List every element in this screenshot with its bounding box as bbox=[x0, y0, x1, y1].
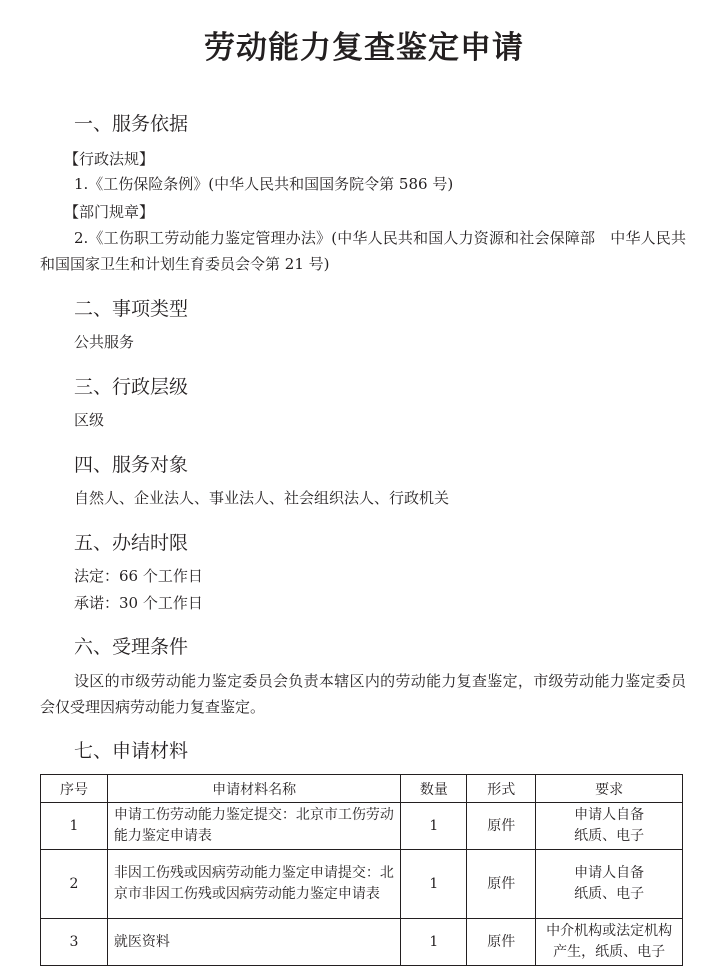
section-heading-conditions: 六、受理条件 bbox=[74, 636, 189, 658]
cell-form: 原件 bbox=[467, 919, 536, 966]
cell-req bbox=[536, 803, 683, 850]
req-line-2: 产生，纸质、电子 bbox=[553, 944, 666, 960]
conditions-text: 设区的市级劳动能力鉴定委员会负责本辖区内的劳动能力复查鉴定，市级劳动能力鉴定委员会仅受理因病劳动能力复查鉴定。 bbox=[40, 672, 686, 716]
cell-no: 3 bbox=[41, 919, 108, 966]
section-heading-target: 四、服务对象 bbox=[74, 454, 189, 476]
col-header-form: 形式 bbox=[467, 775, 536, 803]
col-header-no: 序号 bbox=[41, 775, 108, 803]
table-row bbox=[41, 850, 683, 919]
cell-req bbox=[536, 919, 683, 966]
req-line-1: 申请人自备 bbox=[574, 865, 645, 881]
cell-name: 就医资料 bbox=[107, 919, 400, 966]
section-heading-time-limit: 五、办结时限 bbox=[74, 532, 189, 554]
table-header-row bbox=[41, 775, 683, 803]
cell-form: 原件 bbox=[467, 803, 536, 850]
type-value: 公共服务 bbox=[74, 333, 135, 351]
time-limit-promised: 承诺：30 个工作日 bbox=[74, 594, 203, 612]
cell-no: 1 bbox=[41, 803, 108, 850]
dept-rule-item: 2.《工伤职工劳动能力鉴定管理办法》(中华人民共和国人力资源和社会保障部 中华人民共和国国家卫生和计划生育委员会令第 21 号) bbox=[40, 229, 686, 273]
cell-no: 2 bbox=[41, 850, 108, 919]
time-limit-legal: 法定：66 个工作日 bbox=[74, 567, 203, 585]
cell-qty: 1 bbox=[401, 919, 467, 966]
table-row bbox=[41, 803, 683, 850]
section-heading-type: 二、事项类型 bbox=[74, 298, 189, 320]
col-header-req: 要求 bbox=[536, 775, 683, 803]
page-title: 劳动能力复查鉴定申请 bbox=[204, 30, 524, 66]
col-header-name: 申请材料名称 bbox=[107, 775, 400, 803]
materials-table bbox=[40, 774, 683, 966]
level-value: 区级 bbox=[74, 411, 105, 429]
req-line-2: 纸质、电子 bbox=[574, 828, 645, 844]
cell-name: 申请工伤劳动能力鉴定提交：北京市工伤劳动能力鉴定申请表 bbox=[107, 803, 400, 850]
section-heading-materials: 七、申请材料 bbox=[74, 740, 189, 762]
table-row bbox=[41, 919, 683, 966]
section-heading-basis: 一、服务依据 bbox=[74, 113, 189, 135]
target-value: 自然人、企业法人、事业法人、社会组织法人、行政机关 bbox=[74, 489, 450, 507]
section-heading-level: 三、行政层级 bbox=[74, 376, 189, 398]
cell-name: 非因工伤残或因病劳动能力鉴定申请提交：北京市非因工伤残或因病劳动能力鉴定申请表 bbox=[107, 850, 400, 919]
cell-qty: 1 bbox=[401, 850, 467, 919]
cell-req bbox=[536, 850, 683, 919]
req-line-1: 中介机构或法定机构 bbox=[546, 923, 673, 939]
req-line-2: 纸质、电子 bbox=[574, 886, 645, 902]
admin-regulation-label: 【行政法规】 bbox=[64, 150, 155, 168]
dept-rule-label: 【部门规章】 bbox=[64, 203, 155, 221]
cell-qty: 1 bbox=[401, 803, 467, 850]
admin-regulation-item: 1.《工伤保险条例》(中华人民共和国国务院令第 586 号) bbox=[74, 175, 454, 193]
cell-form: 原件 bbox=[467, 850, 536, 919]
req-line-1: 申请人自备 bbox=[574, 807, 645, 823]
col-header-qty: 数量 bbox=[401, 775, 467, 803]
